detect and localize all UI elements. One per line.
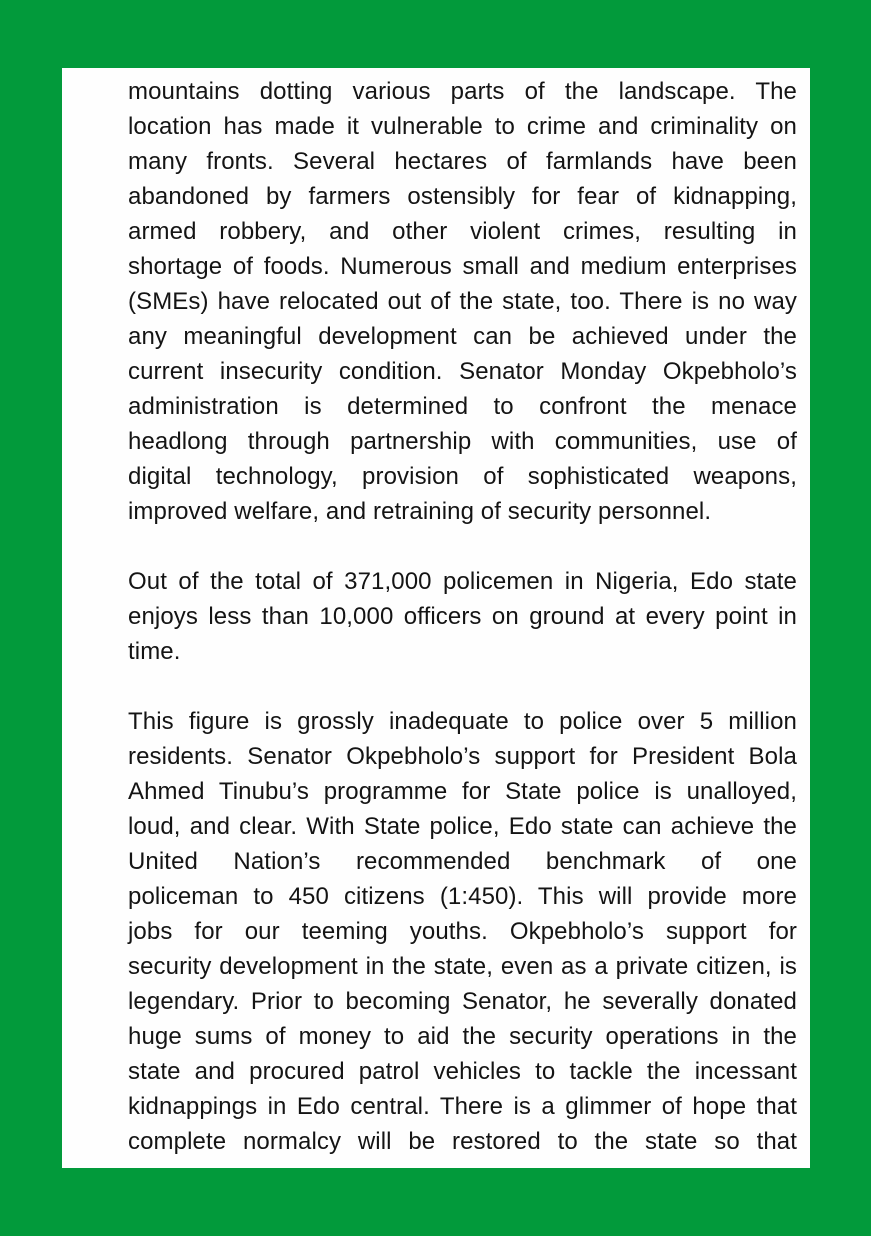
text-line: residents. Senator Okpebholo’s support for President Bola: [128, 743, 797, 770]
text-line: (SMEs) have relocated out of the state, too. There is no way: [128, 288, 797, 315]
text-line: armed robbery, and other violent crimes, resulting in: [128, 218, 797, 245]
text-line: many fronts. Several hectares of farmlands have been: [128, 148, 797, 175]
text-line: huge sums of money to aid the security operations in the: [128, 1023, 797, 1050]
text-line: jobs for our teeming youths. Okpebholo’s support for: [128, 918, 797, 945]
text-line: administration is determined to confront the menace: [128, 393, 797, 420]
text-line: shortage of foods. Numerous small and medium enterprises: [128, 253, 797, 280]
text-line: state and procured patrol vehicles to tackle the incessant: [128, 1058, 797, 1085]
text-line: legendary. Prior to becoming Senator, he severally donated: [128, 988, 797, 1015]
text-line: location has made it vulnerable to crime and criminality on: [128, 113, 797, 140]
text-line: abandoned by farmers ostensibly for fear of kidnapping,: [128, 183, 797, 210]
text-line: security development in the state, even as a private citizen, is: [128, 953, 797, 980]
text-line: digital technology, provision of sophisticated weapons,: [128, 463, 797, 490]
text-line: kidnappings in Edo central. There is a glimmer of hope that: [128, 1093, 797, 1120]
text-line: complete normalcy will be restored to the state so that: [128, 1128, 797, 1155]
paragraph: [128, 74, 797, 529]
document-page: [62, 68, 810, 1168]
text-line: Out of the total of 371,000 policemen in Nigeria, Edo state: [128, 568, 797, 595]
text-line: improved welfare, and retraining of security personnel.: [128, 498, 712, 525]
text-line: Ahmed Tinubu’s programme for State police is unalloyed,: [128, 778, 797, 805]
paragraph: [128, 564, 797, 669]
text-line: headlong through partnership with communities, use of: [128, 428, 797, 455]
text-line: current insecurity condition. Senator Monday Okpebholo’s: [128, 358, 797, 385]
text-line: loud, and clear. With State police, Edo state can achieve the: [128, 813, 797, 840]
text-line: time.: [128, 638, 181, 665]
text-line: policeman to 450 citizens (1:450). This will provide more: [128, 883, 797, 910]
text-line: mountains dotting various parts of the landscape. The: [128, 78, 797, 105]
paragraph: [128, 704, 797, 1159]
text-line: any meaningful development can be achieved under the: [128, 323, 797, 350]
text-line: This figure is grossly inadequate to police over 5 million: [128, 708, 797, 735]
text-line: United Nation’s recommended benchmark of one: [128, 848, 797, 875]
text-line: enjoys less than 10,000 officers on ground at every point in: [128, 603, 797, 630]
